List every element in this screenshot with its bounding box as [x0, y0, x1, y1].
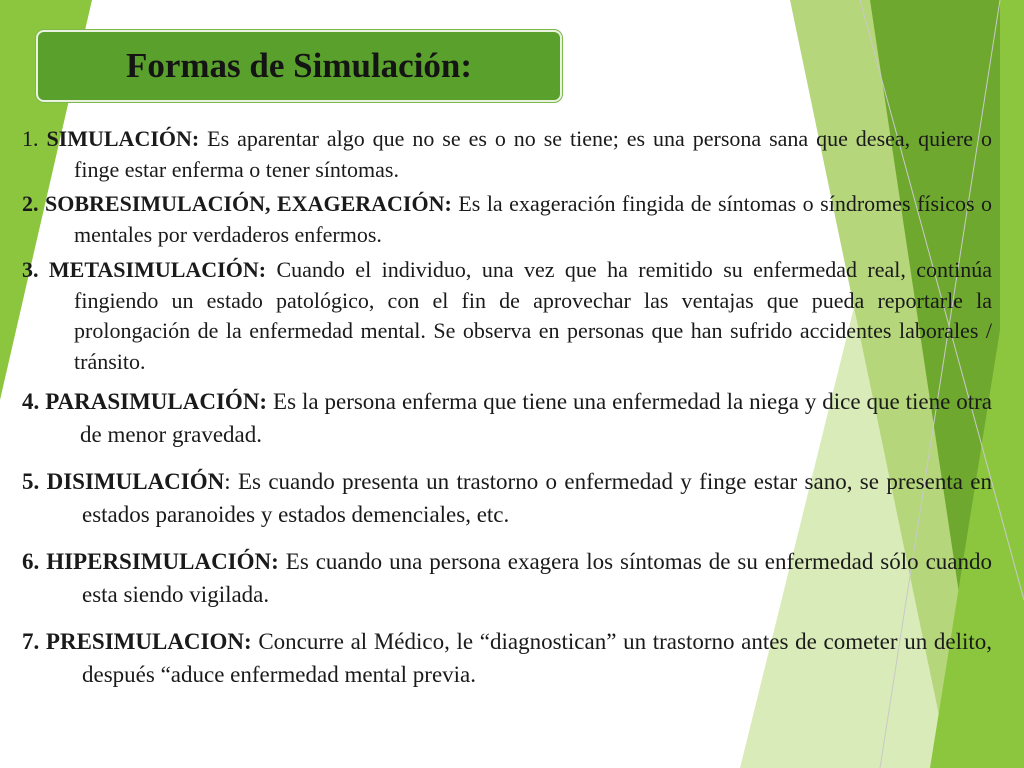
simulation-list — [22, 124, 992, 691]
item-text: Es cuando una persona exagera los síntomas de su enfermedad sólo cuando esta siendo vigilada. — [82, 549, 993, 607]
item-term: DISIMULACIÓN — [46, 469, 225, 494]
list-item — [22, 465, 992, 531]
item-text: Cuando el individuo, una vez que ha remitido su enfermedad real, continúa fingiendo un estado patológico, con el fin de aprovechar las ventajas que pueda reportarle la prolongación de la enfermedad mental. Se observa en personas que han sufrido accidentes laborales / tránsito. — [74, 257, 993, 374]
item-number: 7. — [22, 629, 40, 654]
item-text: : Es cuando presenta un trastorno o enfermedad y finge estar sano, se presenta en estados paranoides y estados demenciales, etc. — [82, 469, 993, 527]
list-item — [22, 385, 992, 451]
title-banner — [36, 30, 562, 102]
list-item — [22, 255, 992, 377]
list-item — [22, 189, 992, 250]
item-number: 1. — [22, 126, 39, 151]
item-text: Es la exageración fingida de síntomas o síndromes físicos o mentales por verdaderos enfermos. — [74, 191, 993, 247]
item-term: SIMULACIÓN: — [46, 126, 200, 151]
item-term: SOBRESIMULACIÓN, EXAGERACIÓN: — [45, 191, 452, 216]
item-number: 4. — [22, 389, 40, 414]
item-text: Es aparentar algo que no se es o no se tiene; es una persona sana que desea, quiere o finge estar enferma o tener síntomas. — [74, 126, 993, 182]
page-title: Formas de Simulación: — [125, 46, 473, 85]
list-item — [22, 625, 992, 691]
item-term: METASIMULACIÓN: — [48, 257, 267, 282]
item-text: Concurre al Médico, le “diagnostican” un trastorno antes de cometer un delito, después “aduce enfermedad mental previa. — [82, 629, 993, 687]
item-number: 5. — [22, 469, 40, 494]
list-item — [22, 545, 992, 611]
item-text: Es la persona enferma que tiene una enfermedad la niega y dice que tiene otra de menor gravedad. — [80, 389, 993, 447]
item-number: 6. — [22, 549, 40, 574]
item-term: PARASIMULACIÓN: — [45, 389, 268, 414]
item-number: 3. — [22, 257, 39, 282]
item-term: HIPERSIMULACIÓN: — [46, 549, 279, 574]
item-term: PRESIMULACION: — [45, 629, 252, 654]
item-number: 2. — [22, 191, 39, 216]
list-item — [22, 124, 992, 185]
